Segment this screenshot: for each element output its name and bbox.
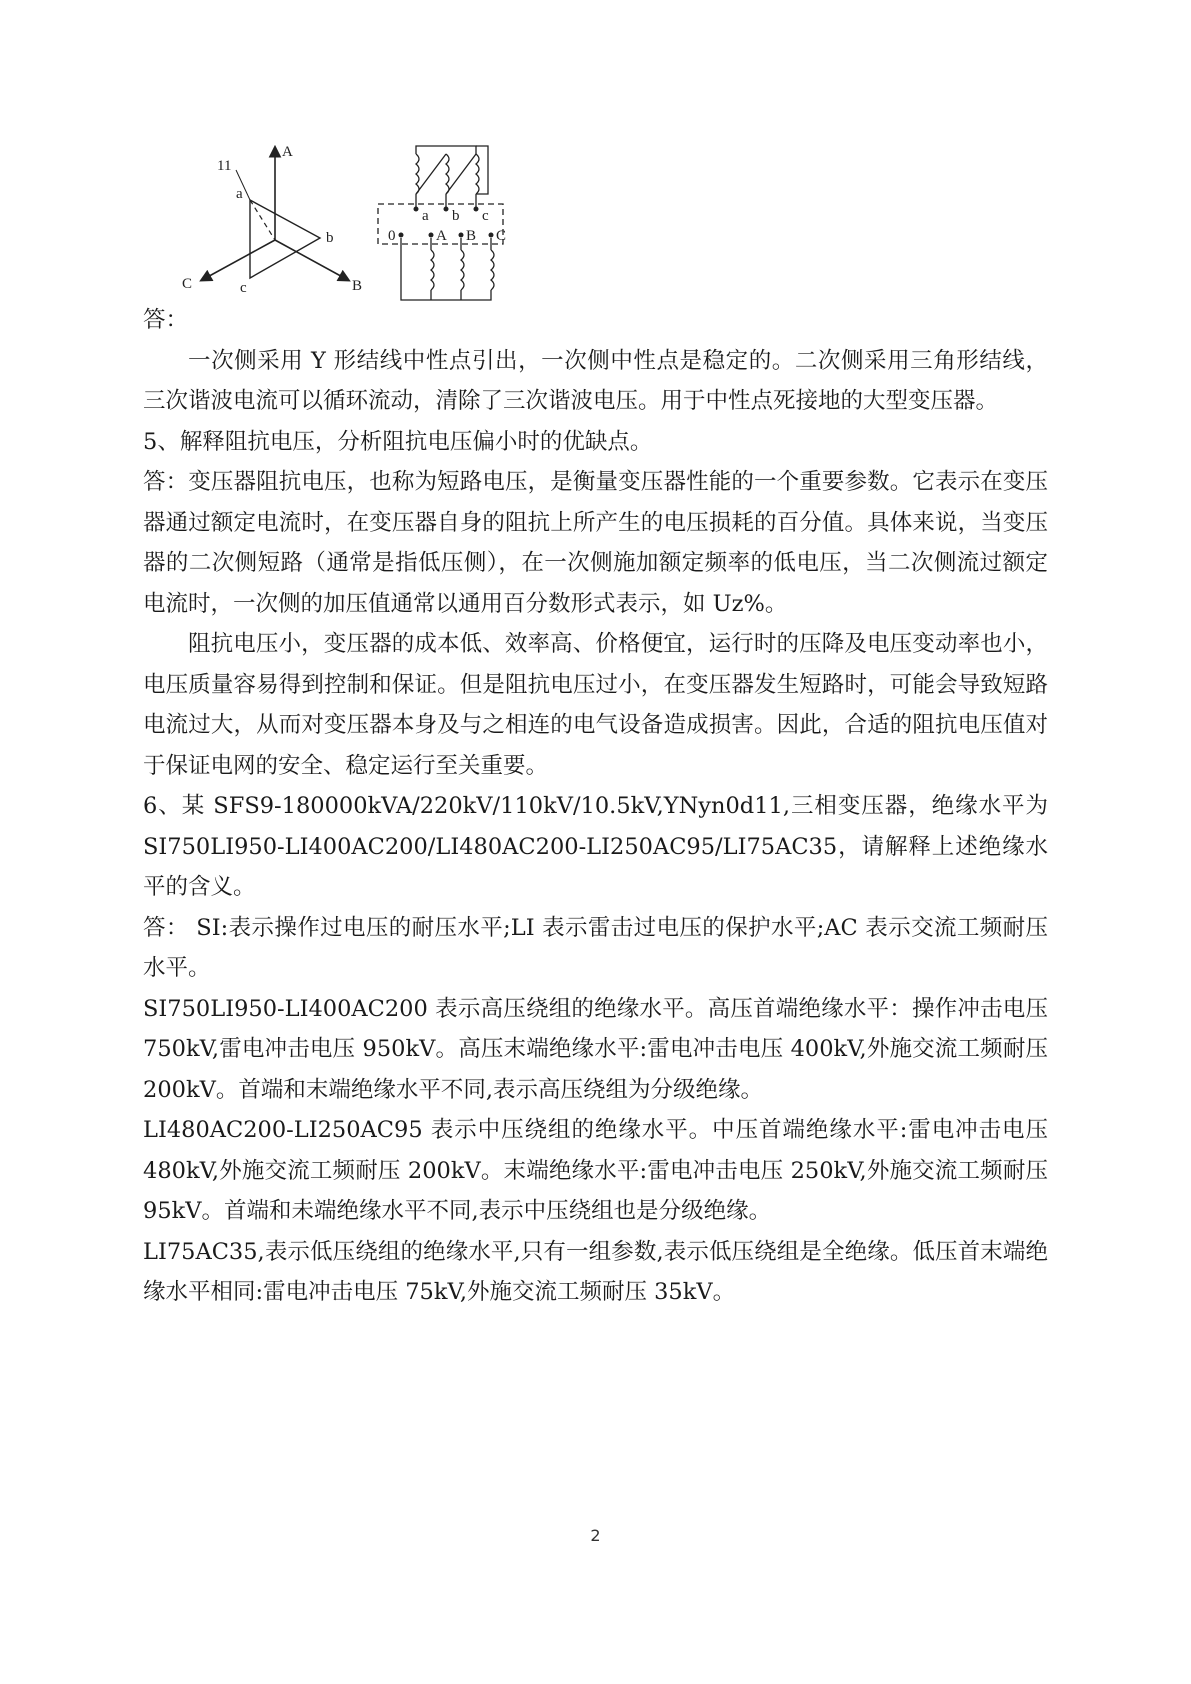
terminal-b: b bbox=[452, 208, 460, 224]
label-clock: 11 bbox=[217, 158, 232, 174]
paragraph: 答： SI:表示操作过电压的耐压水平;LI 表示雷击过电压的保护水平;AC 表示交流工频耐压水平。 bbox=[143, 914, 1048, 981]
terminal-A: A bbox=[436, 228, 447, 244]
label-a: a bbox=[236, 186, 243, 202]
label-A: A bbox=[282, 144, 293, 160]
page-number: 2 bbox=[590, 1526, 601, 1545]
phasor-diagram bbox=[170, 140, 370, 320]
label-C: C bbox=[182, 276, 193, 292]
terminal-B: B bbox=[466, 228, 477, 244]
terminal-C: C bbox=[496, 228, 507, 244]
terminal-0: 0 bbox=[388, 228, 396, 244]
terminal-c: c bbox=[482, 208, 489, 224]
paragraph: SI750LI950-LI400AC200 表示高压绕组的绝缘水平。高压首端绝缘水平：操作冲击电压 750kV,雷电冲击电压 950kV。高压末端绝缘水平:雷电冲击电压 400kV,外施交流工频耐压 200kV。首端和末端绝缘水平不同,表示高压绕组为分级绝缘。 bbox=[143, 995, 1048, 1103]
label-B: B bbox=[352, 278, 363, 294]
paragraph: 答：变压器阻抗电压，也称为短路电压，是衡量变压器性能的一个重要参数。它表示在变压器通过额定电流时，在变压器自身的阻抗上所产生的电压损耗的百分值。具体来说，当变压器的二次侧短路（通常是指低压侧），在一次侧施加额定频率的低电压，当二次侧流过额定电流时，一次侧的加压值通常以通用百分数形式表示，如 Uz%。 bbox=[143, 469, 1048, 617]
paragraph: LI480AC200-LI250AC95 表示中压绕组的绝缘水平。中压首端绝缘水平:雷电冲击电压 480kV,外施交流工频耐压 200kV。末端绝缘水平:雷电冲击电压 250kV,外施交流工频耐压 95kV。首端和未端绝缘水平不同,表示中压绕组也是分级绝缘。 bbox=[143, 1117, 1048, 1224]
paragraph: 答： bbox=[143, 307, 189, 333]
paragraph: 一次侧采用 Y 形结线中性点引出，一次侧中性点是稳定的。二次侧采用三角形结线，三次谐波电流可以循环流动，清除了三次谐波电压。用于中性点死接地的大型变压器。 bbox=[143, 347, 1048, 414]
terminal-a: a bbox=[422, 208, 429, 224]
label-c: c bbox=[240, 280, 247, 296]
document-body bbox=[143, 300, 1048, 1313]
paragraph: 阻抗电压小，变压器的成本低、效率高、价格便宜，运行时的压降及电压变动率也小，电压质量容易得到控制和保证。但是阻抗电压过小，在变压器发生短路时，可能会导致短路电流过大，从而对变压器本身及与之相连的电气设备造成损害。因此，合适的阻抗电压值对于保证电网的安全、稳定运行至关重要。 bbox=[143, 631, 1048, 779]
paragraph: 5、解释阻抗电压，分析阻抗电压偏小时的优缺点。 bbox=[143, 428, 653, 455]
paragraph: 6、某 SFS9-180000kVA/220kV/110kV/10.5kV,YNyn0d11,三相变压器，绝缘水平为 SI750LI950-LI400AC200/LI480AC200-LI250AC95/LI75AC35，请解释上述绝缘水平的含义。 bbox=[143, 793, 1048, 900]
winding-diagram bbox=[376, 142, 516, 307]
paragraph: LI75AC35,表示低压绕组的绝缘水平,只有一组参数,表示低压绕组是全绝缘。低压首末端绝缘水平相同:雷电冲击电压 75kV,外施交流工频耐压 35kV。 bbox=[143, 1238, 1048, 1305]
label-b: b bbox=[326, 230, 334, 246]
